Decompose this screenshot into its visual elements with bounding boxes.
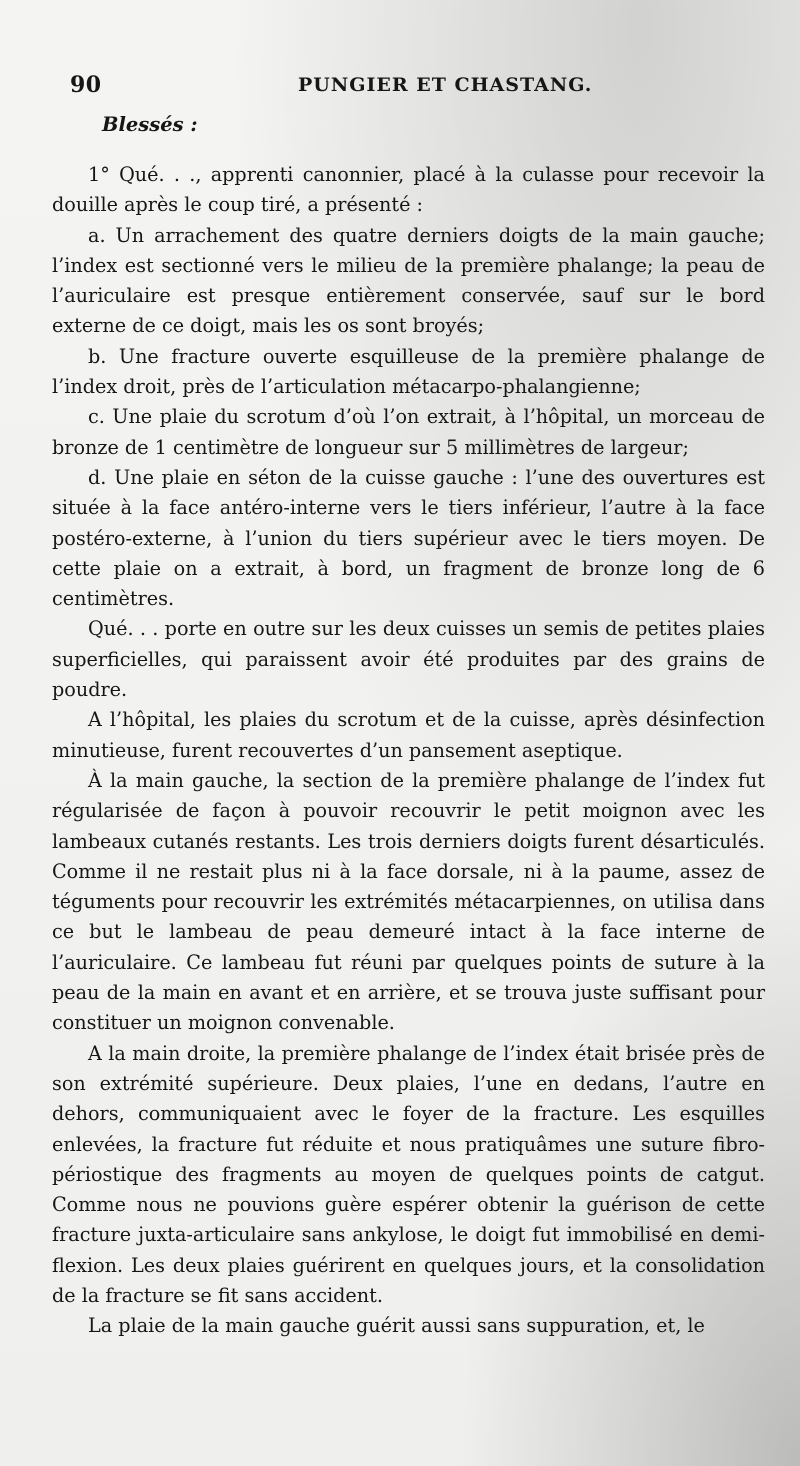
paragraph: La plaie de la main gauche guérit aussi sans suppuration, et, le <box>88 1314 705 1338</box>
paragraph: b. Une fracture ouverte esquilleuse de la première phalange de l’index droit, près de l’articulation métacarpo-phalangienne; <box>52 344 765 399</box>
paragraph: d. Une plaie en séton de la cuisse gauche : l’une des ouvertures est située à la face antéro-interne vers le tiers inférieur, l’autre à la face postéro-externe, à l’union du tiers supérieur avec le tiers moyen. De cette plaie on a extrait, à bord, un fragment de bronze long de 6 centimètres. <box>52 465 765 611</box>
paragraph: À la main gauche, la section de la première phalange de l’index fut régularisée de façon à pouvoir recouvrir le petit moignon avec les lambeaux cutanés restants. Les trois derniers doigts furent désarticulés. Comme il ne restait plus ni à la face dorsale, ni à la paume, assez de téguments pour recouvrir les extrémités métacarpiennes, on utilisa dans ce but le lambeau de peau demeuré intact à la face interne de l’auriculaire. Ce lambeau fut réuni par quelques points de suture à la peau de la main en avant et en arrière, et se trouva juste suffisant pour constituer un moignon convenable. <box>52 768 765 1035</box>
section-heading: Blessés : <box>102 113 198 136</box>
running-title: PUNGIER ET CHASTANG. <box>298 74 593 96</box>
paragraph: 1° Qué. . ., apprenti canonnier, placé à la culasse pour recevoir la douille après le coup tiré, a présenté : <box>52 163 765 217</box>
paragraph: A la main droite, la première phalange de l’index était brisée près de son extrémité supérieure. Deux plaies, l’une en dedans, l’autre en dehors, communiquaient avec le foyer de la fracture. Les esquilles enlevées, la fracture fut réduite et nous pratiquâmes une suture fibro-périostique des fragments au moyen de quelques points de catgut. Comme nous ne pouvions guère espérer obtenir la guérison de cette fracture juxta-articulaire sans ankylose, le doigt fut immobilisé en demi-flexion. Les deux plaies guérirent en quelques jours, et la consolidation de la fracture se fit sans accident. <box>52 1041 765 1307</box>
paragraph: a. Un arrachement des quatre derniers doigts de la main gauche; l’index est sectionné vers le milieu de la première phalange; la peau de l’auriculaire est presque entièrement conservée, sauf sur le bord externe de ce doigt, mais les os sont broyés; <box>52 223 765 338</box>
paragraph: Qué. . . porte en outre sur les deux cuisses un semis de petites plaies superficielles, qui paraissent avoir été produites par des grains de poudre. <box>52 617 765 702</box>
paragraph: c. Une plaie du scrotum d’où l’on extrait, à l’hôpital, un morceau de bronze de 1 centimètre de longueur sur 5 millimètres de largeur; <box>52 405 765 459</box>
body-text <box>52 108 765 1342</box>
paragraph: A l’hôpital, les plaies du scrotum et de la cuisse, après désinfection minutieuse, furent recouvertes d’un pansement aseptique. <box>52 708 765 762</box>
page-number: 90 <box>70 72 102 98</box>
page-header <box>70 72 760 112</box>
